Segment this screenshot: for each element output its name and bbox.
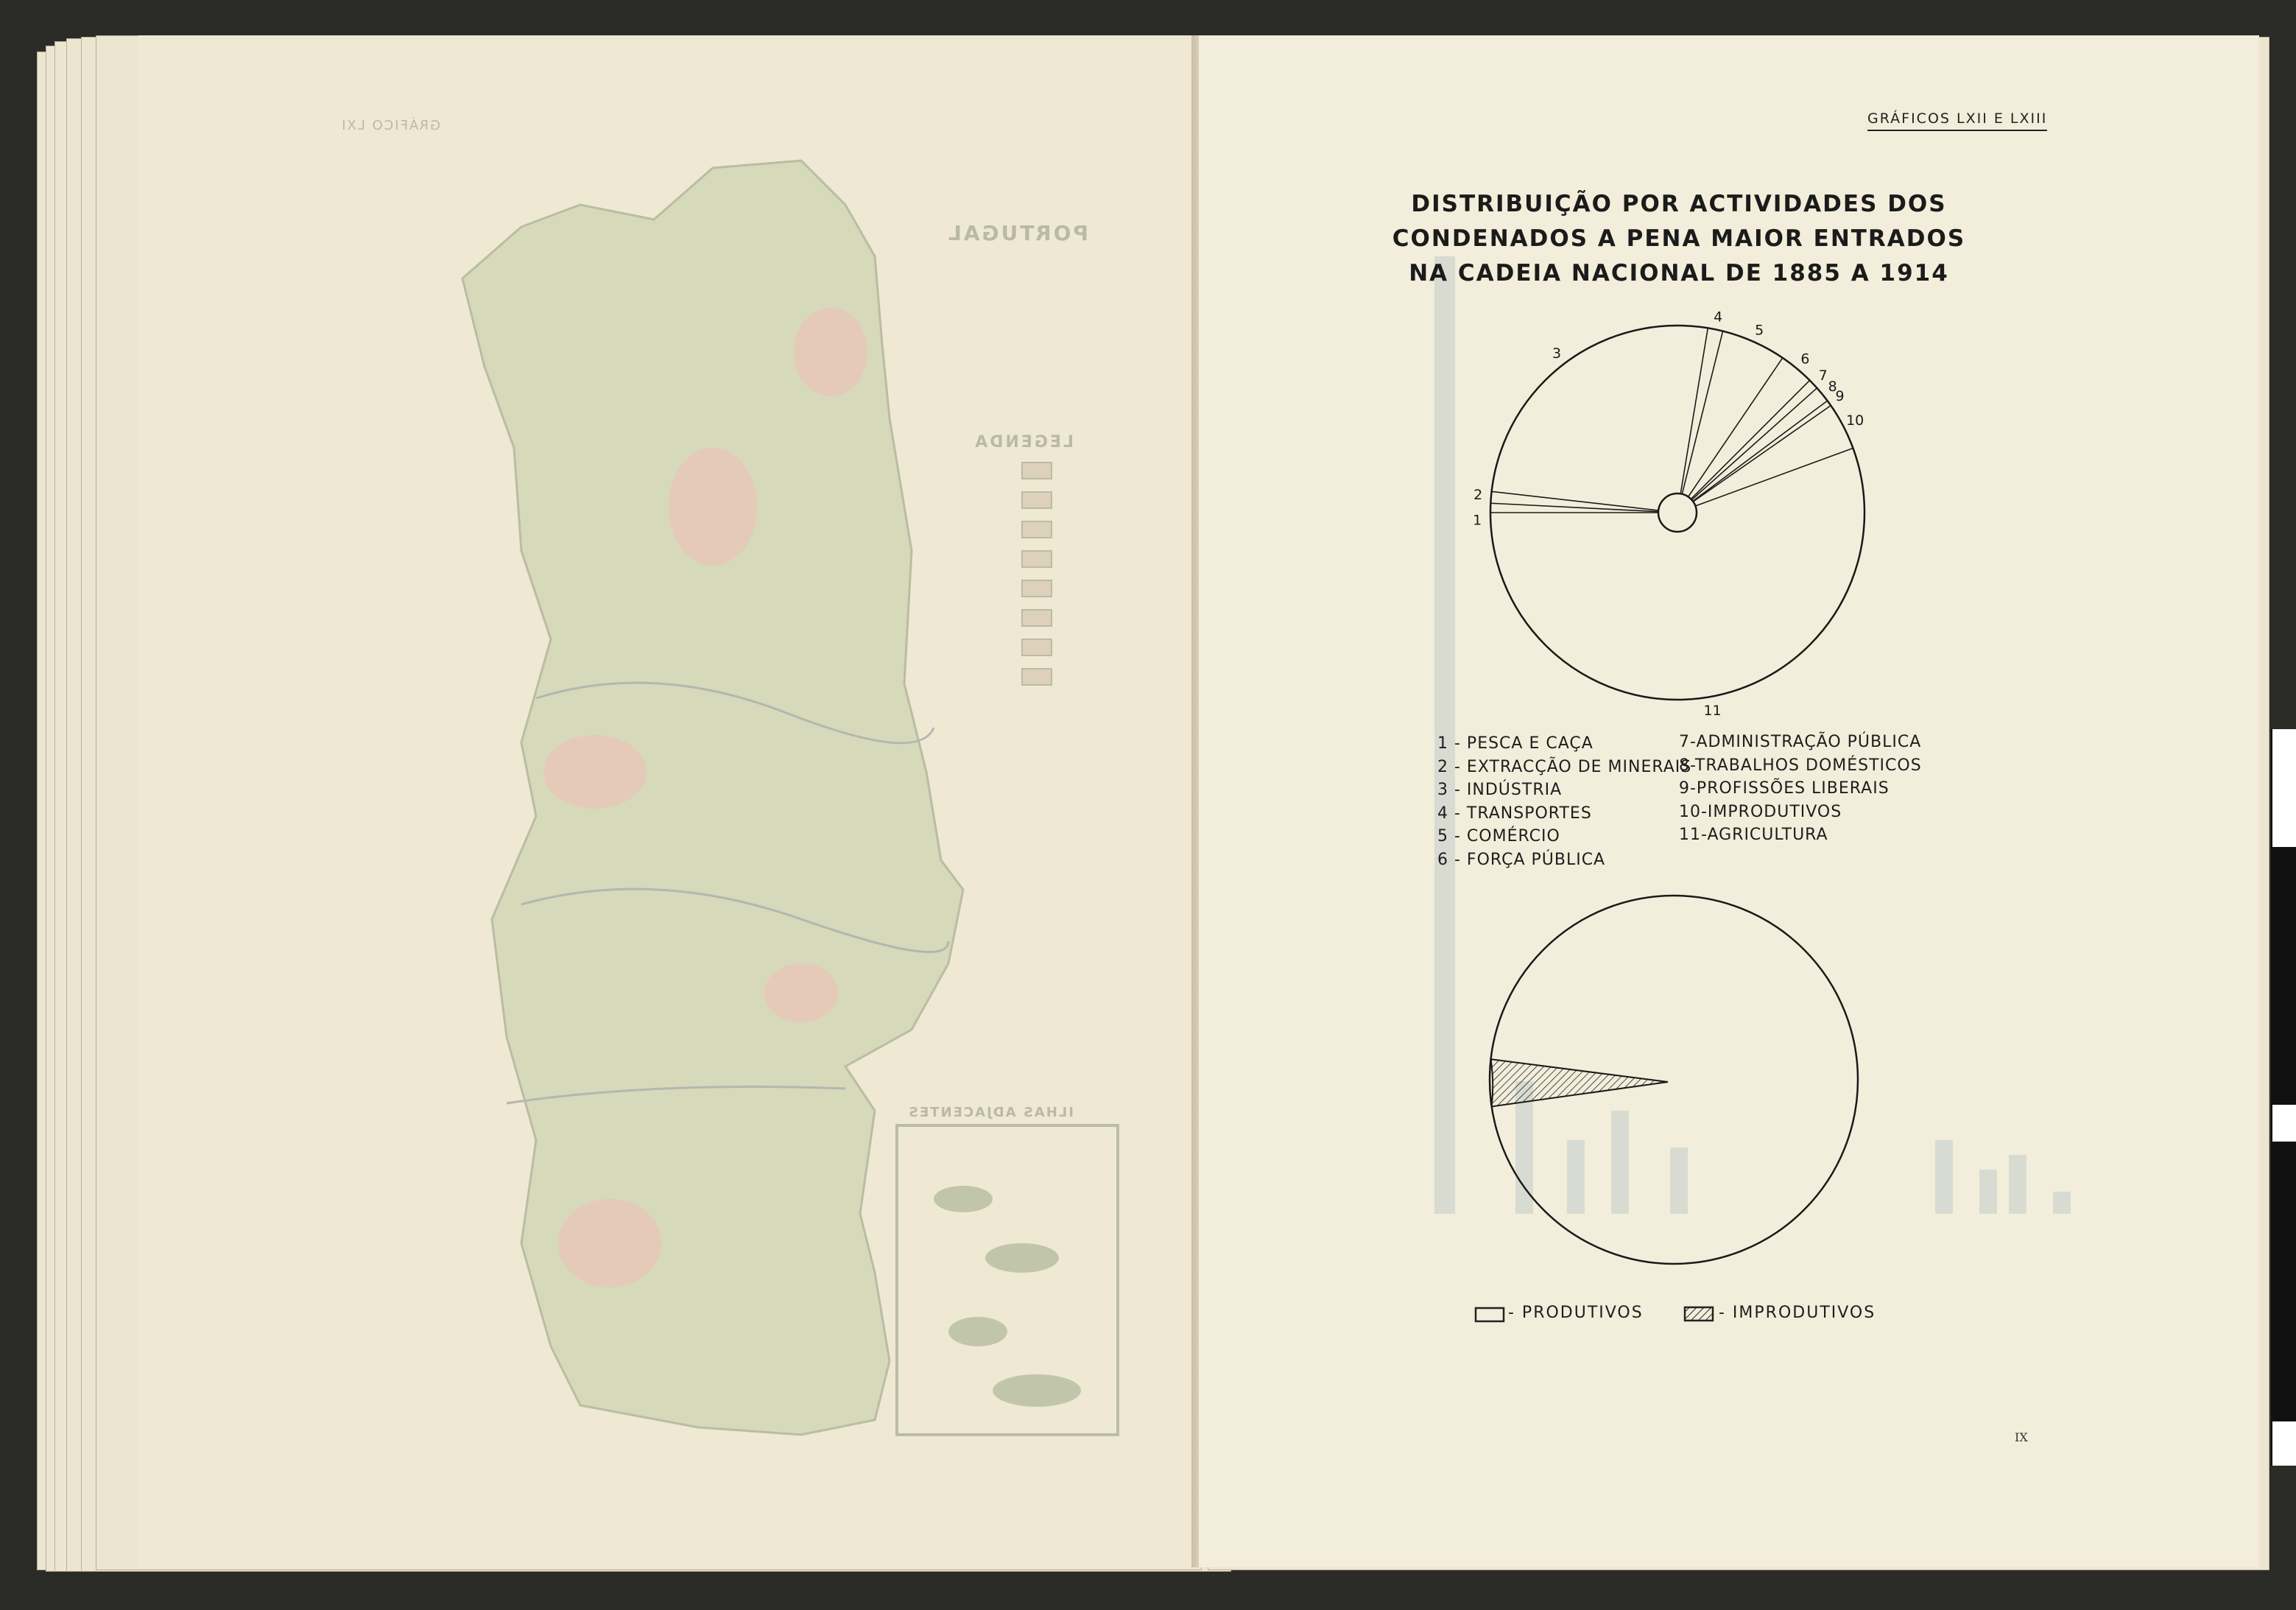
bleed-map-title: PORTUGAL [946, 221, 1088, 245]
legend-item: 7-ADMINISTRAÇÃO PÚBLICA [1679, 733, 1922, 751]
pie-label-2: 2 [1473, 486, 1483, 503]
pie-label-5: 5 [1755, 322, 1764, 339]
page-header: GRÁFICOS LXII E LXIII [1867, 110, 2047, 131]
legend-left [1437, 732, 1691, 871]
key-label-improdutivos: - IMPRODUTIVOS [1719, 1304, 1876, 1322]
legend-item: 11-AGRICULTURA [1679, 826, 1828, 844]
title-line-2: CONDENADOS A PENA MAIOR ENTRADOS [1392, 225, 1966, 252]
pie-label-9: 9 [1835, 387, 1845, 404]
bleed-grafico: GRÁFICO LXI [340, 118, 440, 133]
legend-item: 1 - PESCA E CAÇA [1437, 734, 1594, 753]
pie-label-7: 7 [1818, 368, 1828, 384]
legend-item: 3 - INDÚSTRIA [1437, 781, 1563, 799]
pie-label-11: 11 [1703, 702, 1722, 719]
page-number: IX [2015, 1430, 2028, 1444]
legend-item: 2 - EXTRACÇÃO DE MINERAIS [1437, 757, 1692, 776]
bleed-islands: ILHAS ADJACENTES [906, 1105, 1074, 1120]
scale-ruler-band [2271, 847, 2296, 1105]
pie-label-1: 1 [1473, 512, 1482, 529]
legend-item: 4 - TRANSPORTES [1437, 804, 1592, 823]
legend-item: 6 - FORÇA PÚBLICA [1437, 850, 1606, 869]
legend-item: 9-PROFISSÕES LIBERAIS [1679, 779, 1890, 798]
chart-title [1384, 187, 1973, 291]
legend-item: 8-TRABALHOS DOMÉSTICOS [1679, 756, 1922, 775]
pie-label-8: 8 [1828, 378, 1837, 395]
pie-label-4: 4 [1714, 309, 1723, 326]
bleed-legend-title: LEGENDA [973, 433, 1074, 451]
pie-label-6: 6 [1800, 351, 1810, 368]
legend-item: 5 - COMÉRCIO [1437, 827, 1560, 846]
scale-ruler-band [2271, 1142, 2296, 1421]
pie-label-3: 3 [1552, 345, 1562, 362]
key-label-produtivos: - PRODUTIVOS [1508, 1304, 1644, 1322]
pie-label-10: 10 [1846, 412, 1864, 429]
title-line-1: DISTRIBUIÇÃO POR ACTIVIDADES DOS [1411, 191, 1947, 217]
legend-right [1679, 731, 1922, 847]
title-line-3: NA CADEIA NACIONAL DE 1885 A 1914 [1409, 260, 1949, 287]
legend-item: 10-IMPRODUTIVOS [1679, 802, 1842, 821]
